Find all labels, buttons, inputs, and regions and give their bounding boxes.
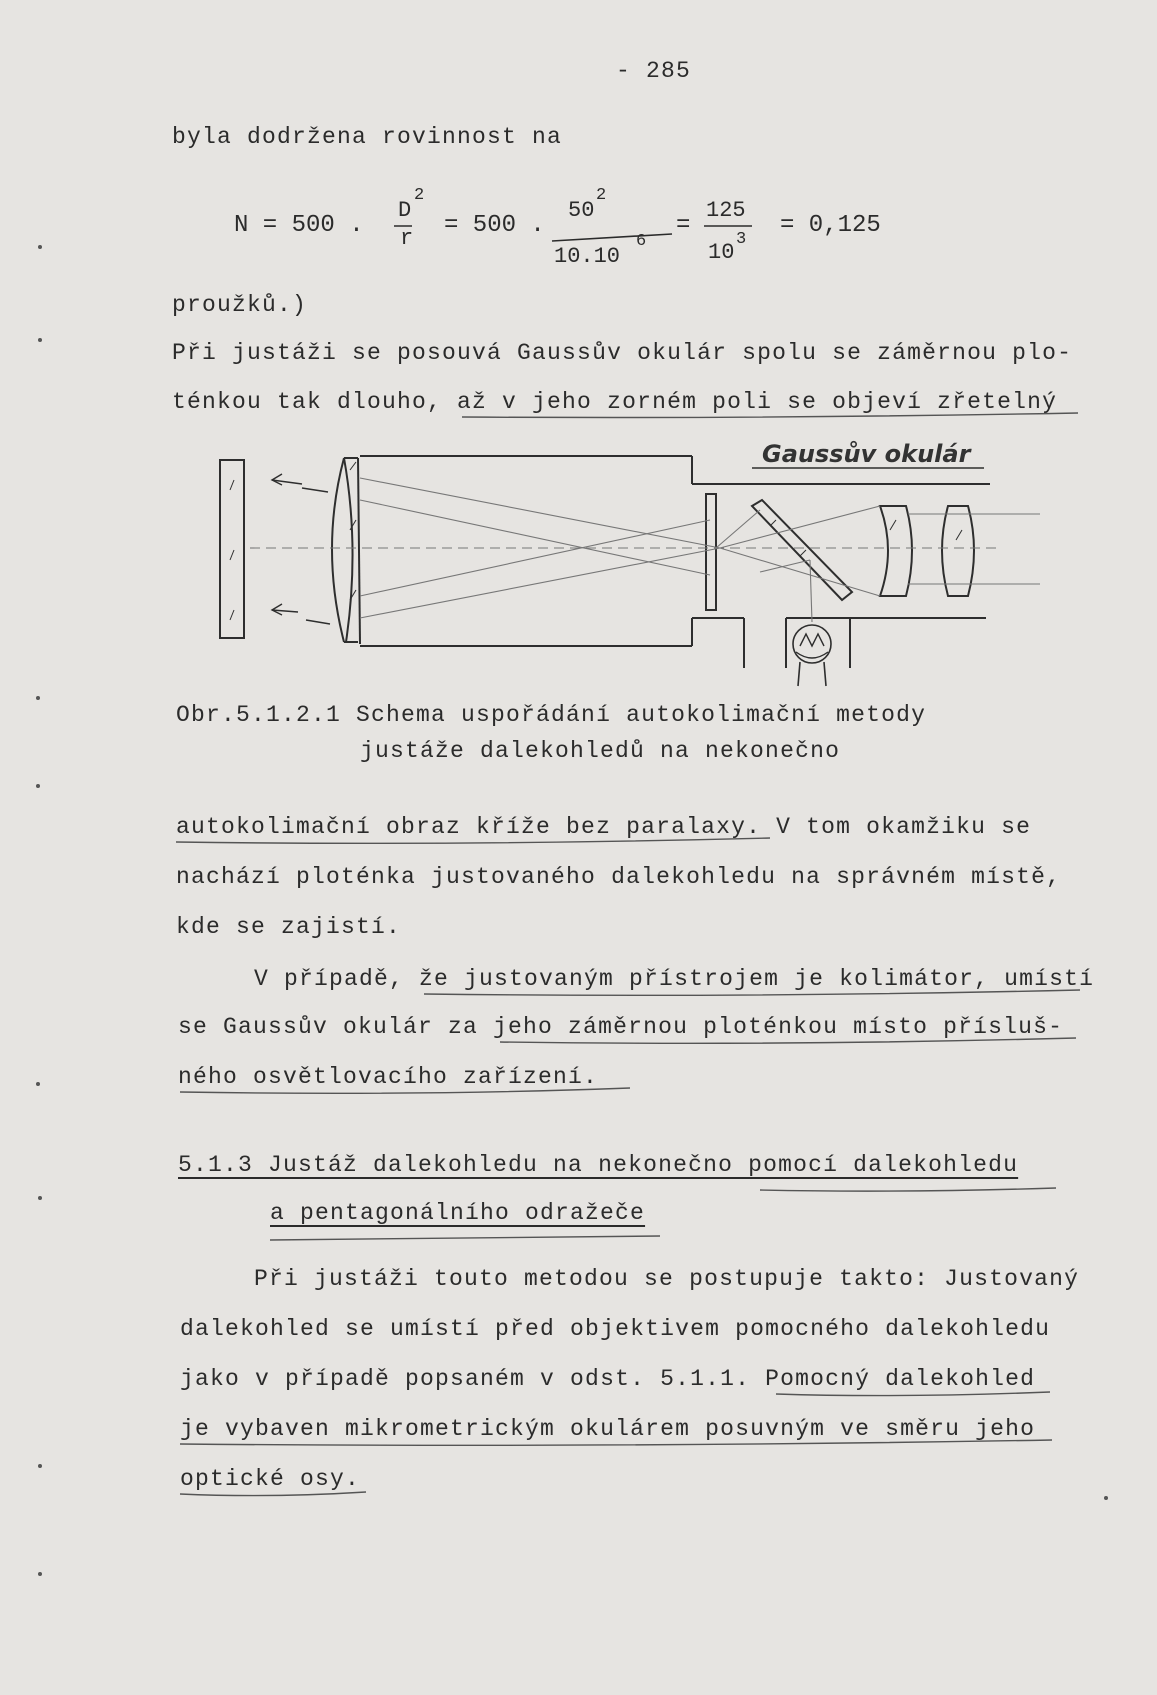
after-eq-line: proužků.)	[172, 292, 308, 318]
eq-frac3-den-exp: 3	[736, 230, 747, 249]
page-number: - 285	[616, 58, 692, 84]
section-heading-line2: a pentagonálního odražeče	[270, 1200, 646, 1226]
para1-line1: Při justáži se posouvá Gaussův okulár spolu se záměrnou plo-	[172, 340, 1073, 366]
figure-caption-line2: justáže dalekohledů na nekonečno	[360, 738, 841, 764]
margin-mark	[38, 1572, 42, 1576]
para2-line1: autokolimační obraz kříže bez paralaxy. V tom okamžiku se	[176, 814, 1032, 840]
para4-line1: Při justáži touto metodou se postupuje takto: Justovaný	[254, 1266, 1080, 1292]
para4-line2: dalekohled se umístí před objektivem pomocného dalekohledu	[180, 1316, 1051, 1342]
eq-frac3-den: 10	[708, 240, 735, 265]
intro-line: byla dodržena rovinnost na	[172, 124, 563, 150]
eq-frac2-num-exp: 2	[596, 186, 607, 205]
para3-line2: se Gaussův okulár za jeho záměrnou ploténkou místo přísluš-	[178, 1014, 1064, 1040]
para4-line4: je vybaven mikrometrickým okulárem posuvným ve směru jeho	[180, 1416, 1036, 1442]
eq-frac1-den: r	[400, 226, 414, 251]
eq-lhs: N = 500 .	[234, 212, 364, 239]
eq-frac2-den: 10.10	[554, 244, 621, 269]
eq-equals: =	[676, 212, 691, 239]
para3-line1: V případě, že justovaným přístrojem je kolimátor, umístí	[254, 966, 1095, 992]
para2-line3: kde se zajistí.	[176, 914, 402, 940]
margin-mark	[1104, 1496, 1108, 1500]
eq-mid: = 500 .	[444, 212, 545, 239]
eq-frac1-num-exp: 2	[414, 186, 425, 205]
margin-mark	[36, 784, 40, 788]
para1-line2: ténkou tak dlouho, až v jeho zorném poli se objeví zřetelný	[172, 389, 1058, 415]
para4-line5: optické osy.	[180, 1466, 361, 1492]
margin-mark	[38, 1196, 42, 1200]
margin-mark	[38, 338, 42, 342]
eq-frac2-den-exp: 6	[636, 232, 647, 251]
figure-caption-line1: Obr.5.1.2.1 Schema uspořádání autokolimační metody	[176, 702, 927, 728]
eq-frac1-num: D	[398, 198, 412, 223]
eq-result: = 0,125	[780, 212, 881, 239]
figure-handwritten-label: Gaussův okulár	[762, 440, 971, 468]
para2-line2: nachází ploténka justovaného dalekohledu na správném místě,	[176, 864, 1062, 890]
section-heading-line1: 5.1.3 Justáž dalekohledu na nekonečno pomocí dalekohledu	[178, 1152, 1019, 1178]
margin-mark	[38, 1464, 42, 1468]
margin-mark	[36, 1082, 40, 1086]
eq-frac3-num: 125	[706, 198, 746, 223]
para4-line3: jako v případě popsaném v odst. 5.1.1. Pomocný dalekohled	[180, 1366, 1036, 1392]
eq-frac2-num: 50	[568, 198, 595, 223]
margin-mark	[36, 696, 40, 700]
margin-mark	[38, 245, 42, 249]
para3-line3: ného osvětlovacího zařízení.	[178, 1064, 599, 1090]
